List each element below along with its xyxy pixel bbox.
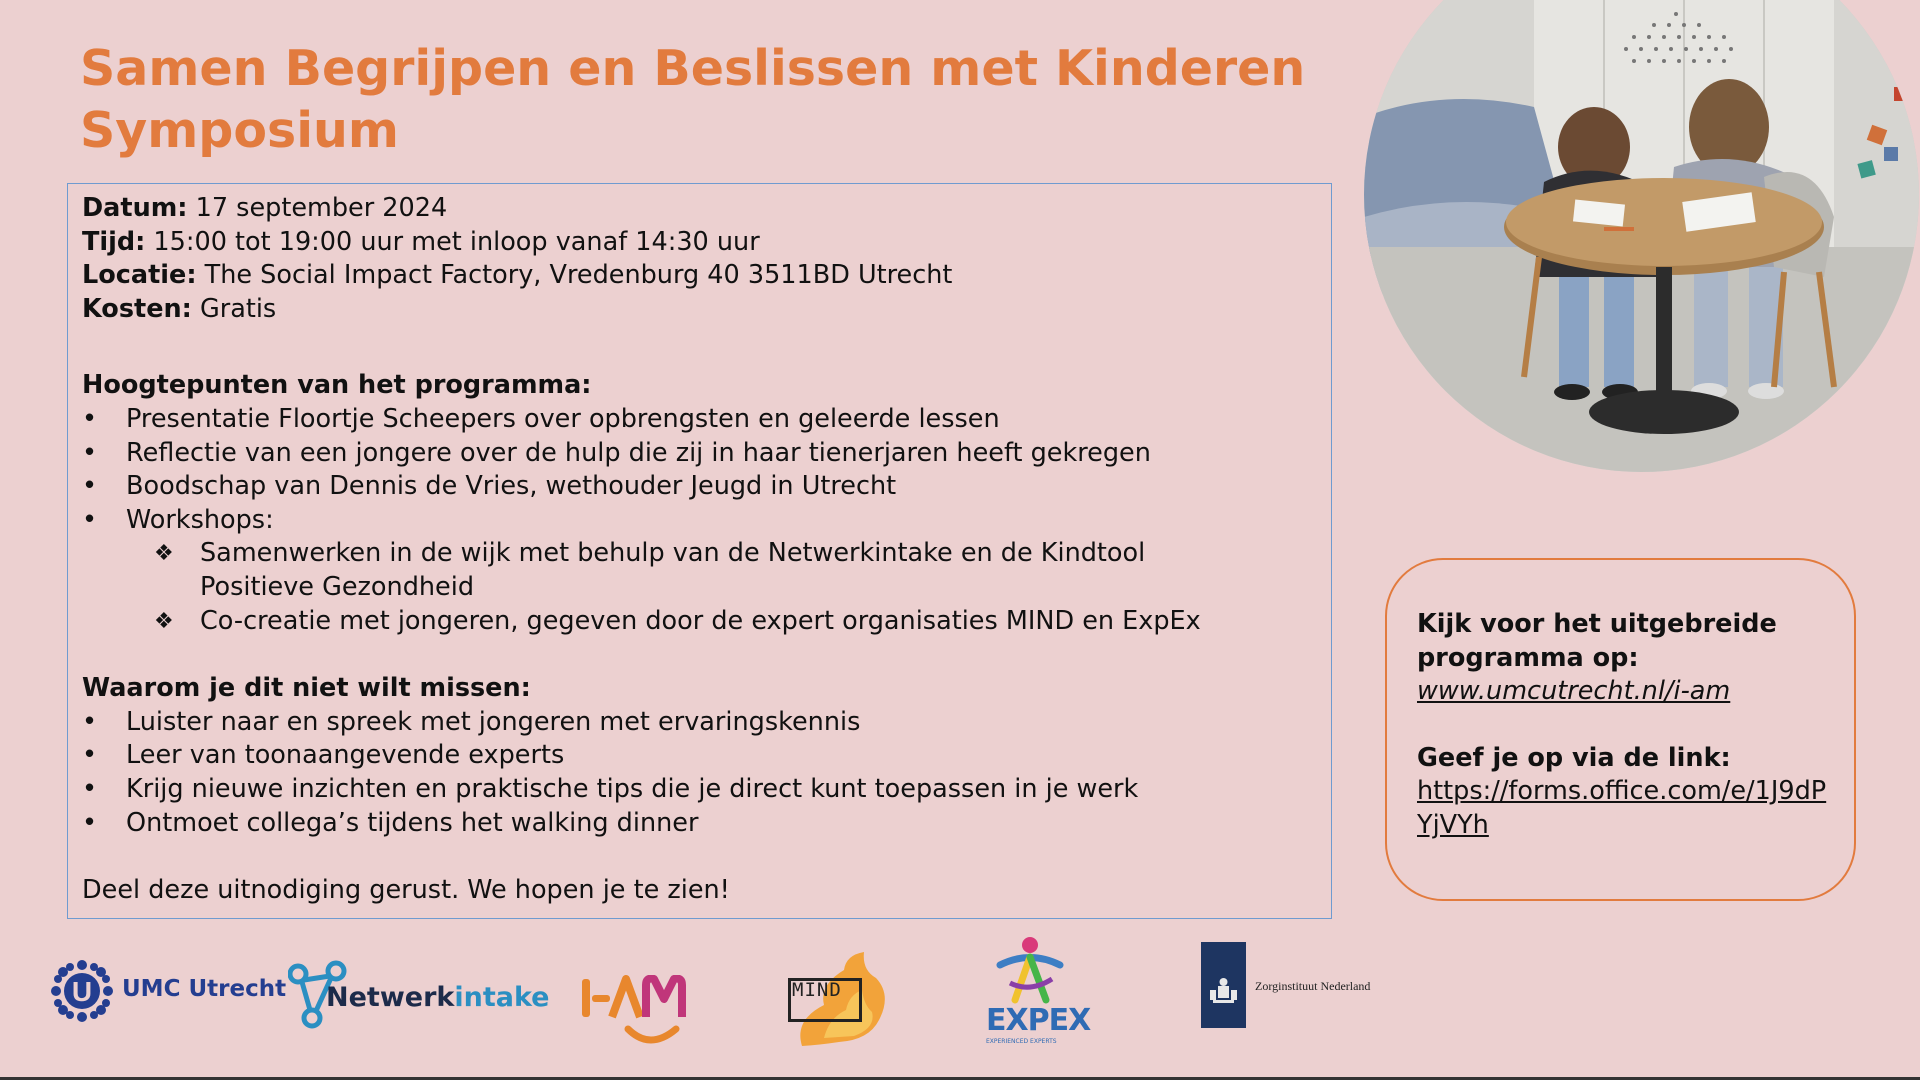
netwerkintake-logo (288, 960, 550, 1030)
list-item: • Reflectie van een jongere over de hulp die zij in haar tienerjaren heeft gekregen (82, 437, 1317, 471)
coat-of-arms-icon (1201, 942, 1246, 1028)
highlights-list (82, 403, 1317, 638)
time-row: Tijd: 15:00 tot 19:00 uur met inloop vanaf 14:30 uur (82, 226, 760, 257)
program-heading: Kijk voor het uitgebreide programma op: (1417, 609, 1777, 673)
signup-heading: Geef je op via de link: (1417, 742, 1731, 773)
page-title (80, 38, 1320, 162)
date-row: Datum: 17 september 2024 (82, 193, 448, 223)
zorginstituut-logo (1201, 942, 1401, 1028)
closing-text: Deel deze uitnodiging gerust. We hopen je te zien! (82, 875, 730, 906)
list-item: • Krijg nieuwe inzichten en praktische tips die je direct kunt toepassen in je werk (82, 773, 1317, 807)
zorginstituut-logo-text: Zorginstituut Nederland (1255, 979, 1371, 993)
mind-logo-text: MIND (792, 979, 842, 1001)
signup-link[interactable]: https://forms.office.com/e/1J9dPYjVYh (1417, 776, 1827, 840)
netwerkintake-logo-text: Netwerkintake (326, 982, 550, 1013)
highlights-heading: Hoogtepunten van het programma: (82, 370, 592, 401)
umc-utrecht-logo (50, 959, 287, 1023)
photo-illustration (1364, 0, 1919, 472)
program-info-box (1385, 558, 1856, 901)
reasons-heading: Waarom je dit niet wilt missen: (82, 673, 531, 704)
list-item: • Luister naar en spreek met jongeren met ervaringskennis (82, 706, 1317, 740)
svg-text:U: U (71, 976, 93, 1007)
event-info-box (67, 183, 1332, 919)
title-line-2: Symposium (80, 102, 399, 159)
list-item: • Ontmoet collega’s tijdens het walking dinner (82, 807, 1317, 841)
mind-logo (784, 950, 894, 1050)
workshop-item: ❖ Co-creatie met jongeren, gegeven door de expert organisaties MIND en ExpEx (154, 605, 1317, 639)
title-line-1: Samen Begrijpen en Beslissen met Kinderen (80, 40, 1306, 97)
list-item: • Leer van toonaangevende experts (82, 739, 1317, 773)
expex-logo-text: EXPEX (986, 1003, 1091, 1038)
list-item: • Boodschap van Dennis de Vries, wethouder Jeugd in Utrecht (82, 470, 1317, 504)
expex-logo-subtitle: EXPERIENCED EXPERTS (986, 1038, 1057, 1045)
expex-logo (980, 935, 1091, 1053)
umc-logo-text: UMC Utrecht (122, 976, 287, 1002)
location-row: Locatie: The Social Impact Factory, Vredenburg 40 3511BD Utrecht (82, 260, 953, 291)
program-link[interactable]: www.umcutrecht.nl/i-am (1417, 676, 1731, 706)
workshops-list (82, 537, 1317, 638)
reasons-list (82, 706, 1317, 840)
i-am-logo (580, 975, 702, 1051)
i-am-mark-icon (580, 975, 702, 1051)
partner-logos (0, 925, 1920, 1055)
list-item: • Presentatie Floortje Scheepers over opbrengsten en geleerde lessen (82, 403, 1317, 437)
workshop-item: ❖ Samenwerken in de wijk met behulp van de Netwerkintake en de Kindtool Positieve Gezondheid (154, 537, 1230, 604)
event-photo (1364, 0, 1919, 472)
umc-emblem-icon (50, 959, 114, 1023)
expex-figure-icon (980, 935, 1080, 1005)
rijkslint-icon (1201, 942, 1246, 1028)
list-item: • Workshops: ❖ Samenwerken in de wijk met behulp van de Netwerkintake en de Kindtool Positieve Gezondheid ❖ Co-creatie met jongeren, gegeven door de expert organisaties MIND en ExpEx (82, 504, 1317, 638)
cost-row: Kosten: Gratis (82, 293, 277, 324)
